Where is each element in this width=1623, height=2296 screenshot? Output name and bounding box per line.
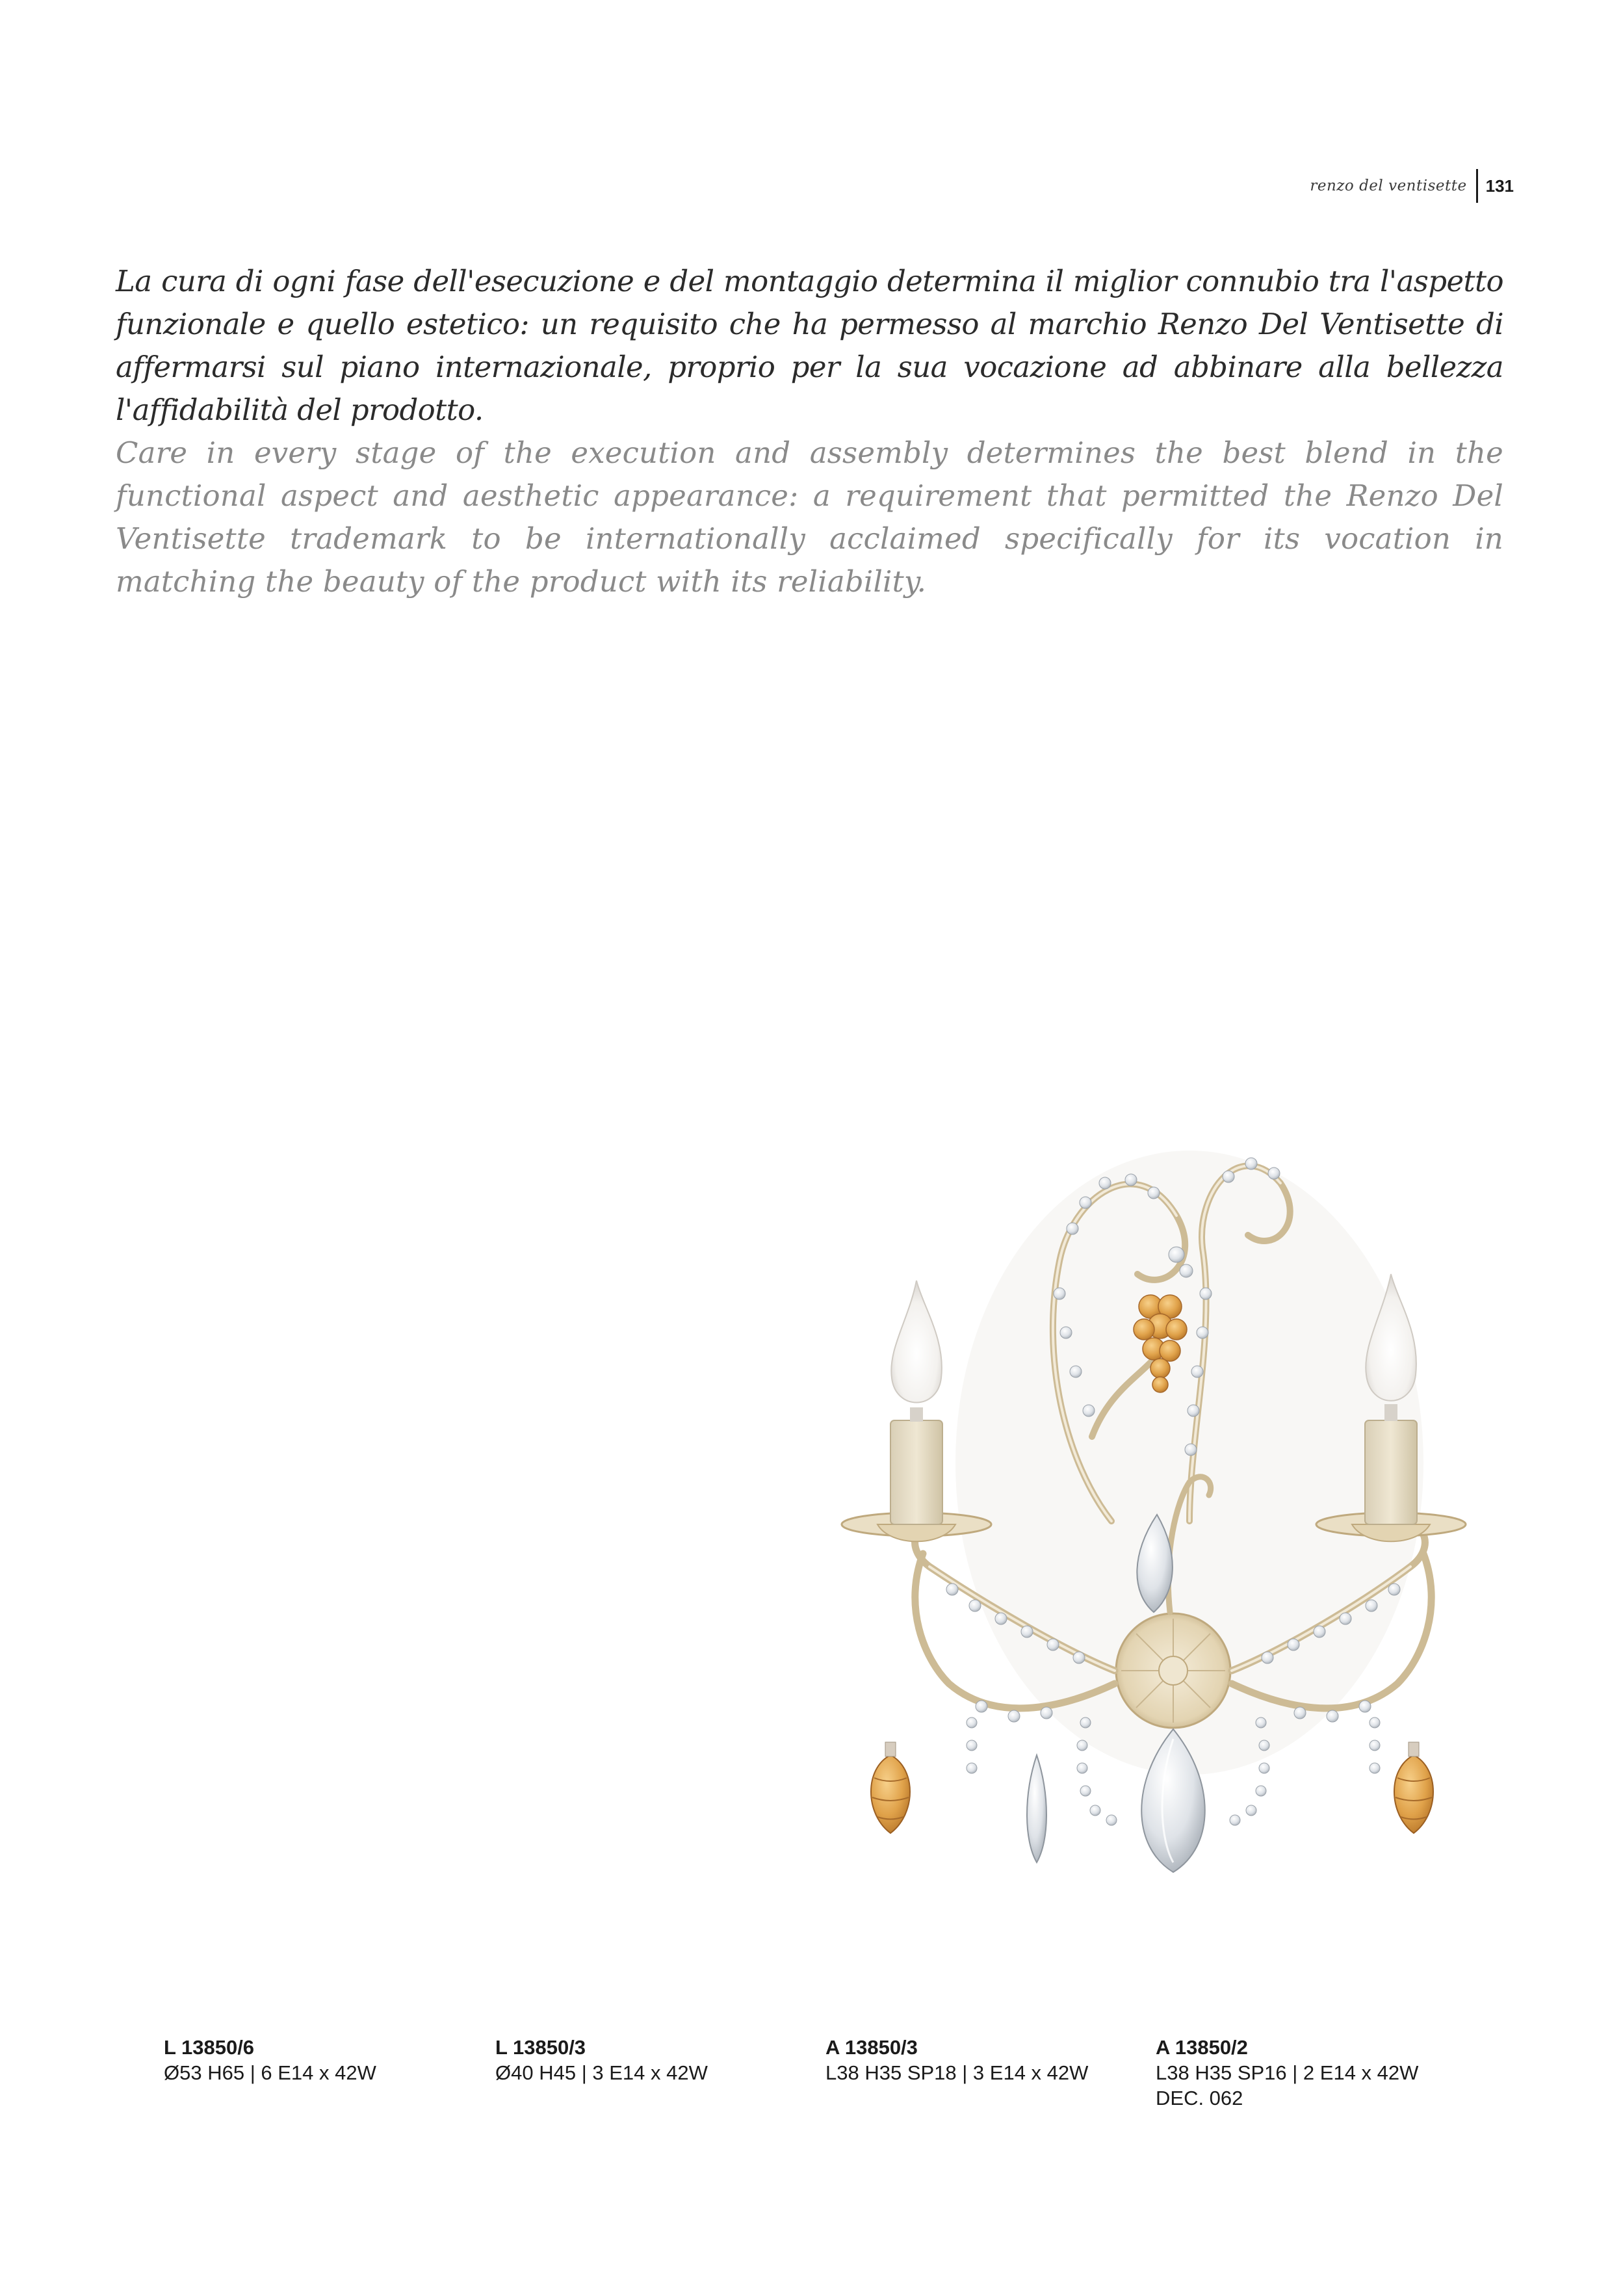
spec-detail: L38 H35 SP16 | 2 E14 x 42W xyxy=(1156,2061,1419,2084)
spec-code: L 13850/3 xyxy=(495,2036,586,2059)
spec-code: L 13850/6 xyxy=(164,2036,255,2059)
header-divider xyxy=(1476,169,1478,203)
intro-italian: La cura di ogni fase dell'esecuzione e del montaggio determina il miglior connubio tra l'aspetto funzionale e quello estetico: un requisito che ha permesso al marchio Renzo Del Ventisette di affermarsi sul piano internazionale, proprio per la sua vocazione ad abbinare alla bellezza l'affidabilità del prodotto. xyxy=(116,264,1503,427)
spec-item xyxy=(825,2035,1137,2085)
spec-detail: L38 H35 SP18 | 3 E14 x 42W xyxy=(825,2061,1089,2084)
page-header xyxy=(1310,170,1514,202)
spec-code: A 13850/3 xyxy=(825,2036,918,2059)
brand-name: renzo del ventisette xyxy=(1310,177,1467,194)
spec-item xyxy=(164,2035,476,2085)
spec-detail: Ø53 H65 | 6 E14 x 42W xyxy=(164,2061,376,2084)
spec-item xyxy=(495,2035,807,2085)
spec-item xyxy=(1156,2035,1468,2111)
spec-detail: Ø40 H45 | 3 E14 x 42W xyxy=(495,2061,708,2084)
intro-text xyxy=(116,260,1503,603)
spec-code: A 13850/2 xyxy=(1156,2036,1248,2059)
crystal-wall-sconce-icon xyxy=(825,1099,1488,1931)
intro-english: Care in every stage of the execution and assembly determines the best blend in the functional aspect and aesthetic appearance: a requirement that permitted the Renzo Del Ventisette trademark to be internationally acclaimed specifically for its vocation in matching the beauty of the product with its reliability. xyxy=(116,436,1503,599)
page-number: 131 xyxy=(1485,176,1514,196)
spec-decoration-code: DEC. 062 xyxy=(1156,2087,1243,2109)
